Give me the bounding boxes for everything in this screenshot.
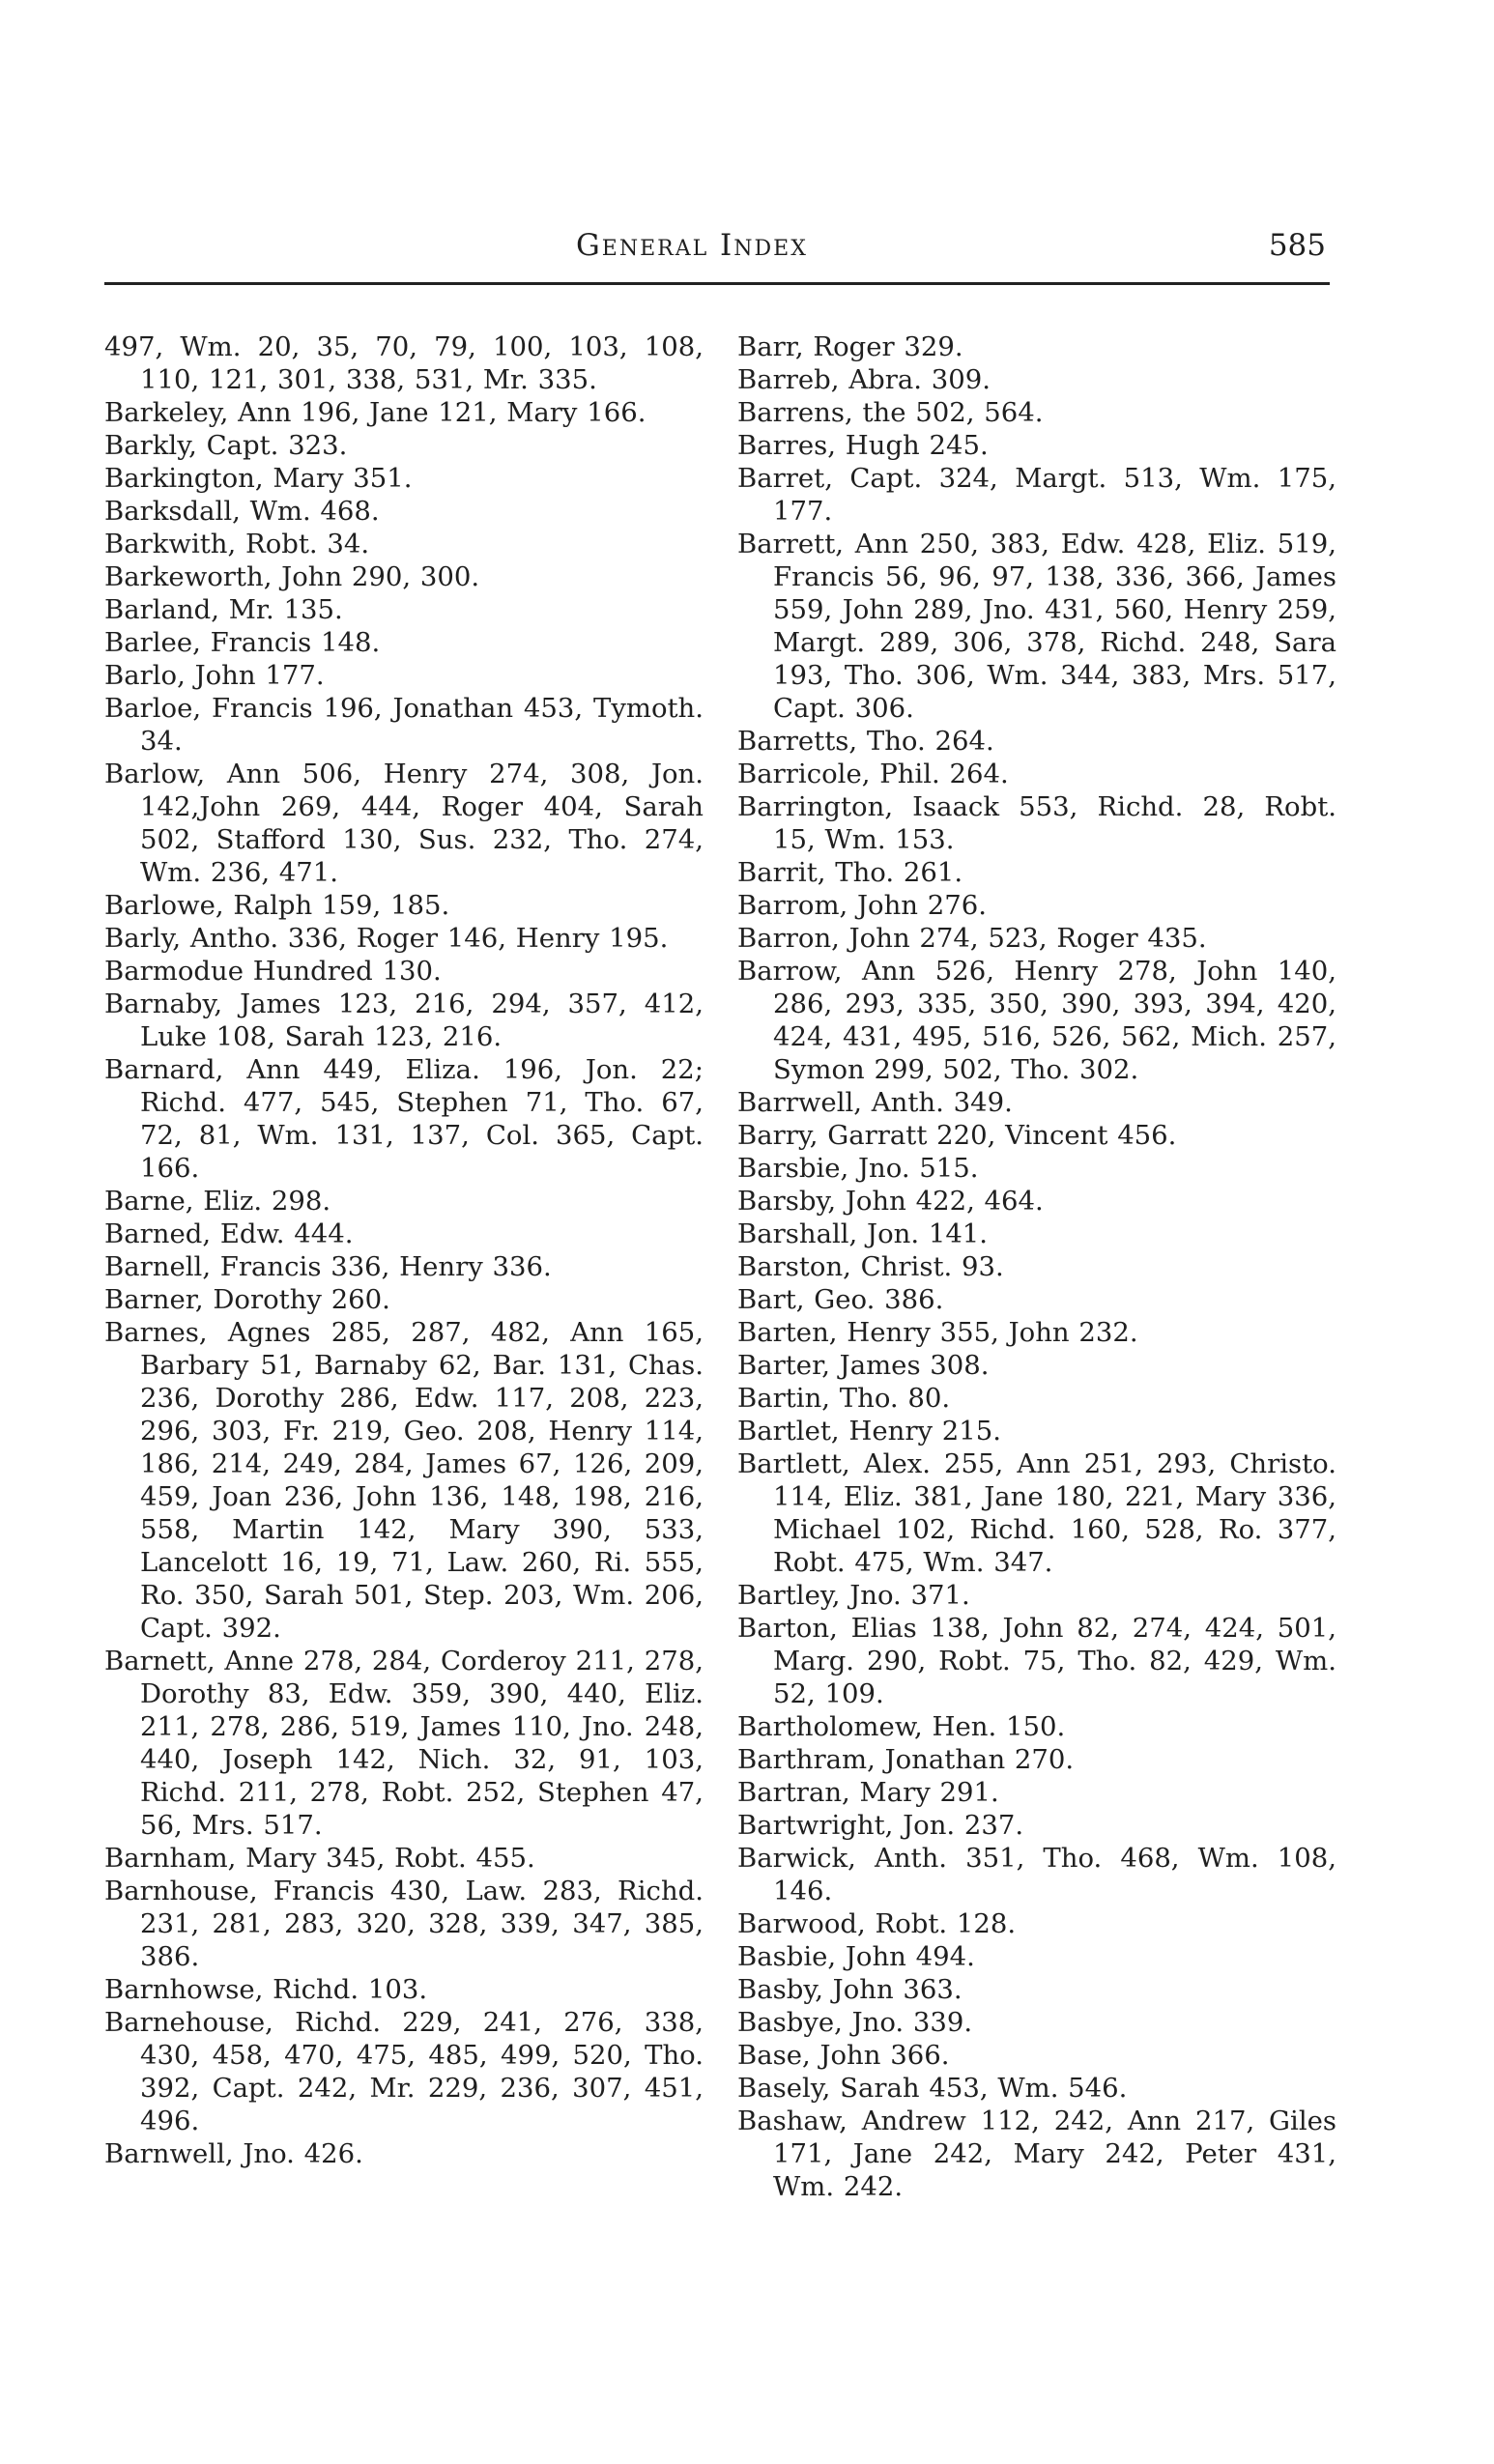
index-entry: Barlo, John 177. [104, 660, 325, 691]
index-entry: Barnehouse, Richd. 229, 241, 276, 338, 430, 458, 470, 475, 485, 499, 520, Tho. 392, Capt. 242, Mr. 229, 236, 307, 451, 496. [104, 2007, 704, 2136]
index-entry: Barshall, Jon. 141. [737, 1218, 989, 1249]
index-entry: Barkwith, Robt. 34. [104, 529, 370, 559]
index-entry: Base, John 366. [737, 2040, 950, 2071]
index-entry: Barlee, Francis 148. [104, 627, 381, 658]
index-entry: Barmodue Hundred 130. [104, 956, 442, 987]
index-entry: Bartley, Jno. 371. [737, 1580, 970, 1611]
index-entry: Barthram, Jonathan 270. [737, 1744, 1075, 1775]
index-entry: Barrom, John 276. [737, 890, 987, 921]
index-entry: Barrow, Ann 526, Henry 278, John 140, 286, 293, 335, 350, 390, 393, 394, 420, 424, 431, 495, 516, 526, 562, Mich. 257, Symon 299, 502, Tho. 302. [737, 956, 1336, 1085]
index-entry: Barnham, Mary 345, Robt. 455. [104, 1843, 535, 1874]
index-entry: Barsby, John 422, 464. [737, 1186, 1044, 1217]
index-entry: Bart, Geo. 386. [737, 1284, 944, 1315]
left-column [104, 330, 704, 2170]
index-entry: Barrett, Ann 250, 383, Edw. 428, Eliz. 519, Francis 56, 96, 97, 138, 336, 366, James 559, John 289, Jno. 431, 560, Henry 259, Margt. 289, 306, 378, Richd. 248, Sara 193, Tho. 306, Wm. 344, 383, Mrs. 517, Capt. 306. [737, 529, 1336, 724]
index-entry: Barry, Garratt 220, Vincent 456. [737, 1120, 1177, 1151]
index-entry: Bartwright, Jon. 237. [737, 1810, 1024, 1841]
page-number: 585 [1268, 228, 1326, 263]
index-entry: Bartlett, Alex. 255, Ann 251, 293, Christo. 114, Eliz. 381, Jane 180, 221, Mary 336, Michael 102, Richd. 160, 528, Ro. 377, Robt. 475, Wm. 347. [737, 1448, 1336, 1578]
index-entry: Barricole, Phil. 264. [737, 759, 1009, 789]
running-title: General Index [576, 228, 808, 263]
index-entry: Barly, Antho. 336, Roger 146, Henry 195. [104, 923, 669, 954]
index-entry: Bartlet, Henry 215. [737, 1416, 1002, 1447]
index-entry: Barnwell, Jno. 426. [104, 2138, 363, 2169]
index-entry: Barnes, Agnes 285, 287, 482, Ann 165, Barbary 51, Barnaby 62, Bar. 131, Chas. 236, Dorothy 286, Edw. 117, 208, 223, 296, 303, Fr. 219, Geo. 208, Henry 114, 186, 214, 249, 284, James 67, 126, 209, 459, Joan 236, John 136, 148, 198, 216, 558, Martin 142, Mary 390, 533, Lancelott 16, 19, 71, Law. 260, Ri. 555, Ro. 350, Sarah 501, Step. 203, Wm. 206, Capt. 392. [104, 1317, 704, 1644]
header-rule [104, 282, 1330, 285]
index-entry: Barrens, the 502, 564. [737, 397, 1044, 428]
index-entry: Barnell, Francis 336, Henry 336. [104, 1251, 552, 1282]
index-entry: Barter, James 308. [737, 1350, 990, 1381]
index-entry: Barne, Eliz. 298. [104, 1186, 331, 1217]
index-entry: Barron, John 274, 523, Roger 435. [737, 923, 1207, 954]
index-entry: Barlow, Ann 506, Henry 274, 308, Jon. 142,John 269, 444, Roger 404, Sarah 502, Stafford 130, Sus. 232, Tho. 274, Wm. 236, 471. [104, 759, 704, 888]
index-entry: Barlowe, Ralph 159, 185. [104, 890, 450, 921]
index-entry: Bartholomew, Hen. 150. [737, 1711, 1066, 1742]
index-entry: Barkeworth, John 290, 300. [104, 561, 480, 592]
index-entry: Barloe, Francis 196, Jonathan 453, Tymoth. 34. [104, 693, 704, 757]
index-entry: Barton, Elias 138, John 82, 274, 424, 501, Marg. 290, Robt. 75, Tho. 82, 429, Wm. 52, 109. [737, 1613, 1336, 1709]
index-entry: Barten, Henry 355, John 232. [737, 1317, 1138, 1348]
index-entry: 497, Wm. 20, 35, 70, 79, 100, 103, 108, 110, 121, 301, 338, 531, Mr. 335. [104, 331, 704, 395]
index-entry: Basely, Sarah 453, Wm. 546. [737, 2073, 1128, 2104]
index-entry: Basbie, John 494. [737, 1941, 975, 1972]
index-entry: Barner, Dorothy 260. [104, 1284, 390, 1315]
index-entry: Barreb, Abra. 309. [737, 364, 991, 395]
index-entry: Barkington, Mary 351. [104, 463, 413, 494]
index-entry: Barwood, Robt. 128. [737, 1908, 1017, 1939]
right-column [737, 330, 1336, 2203]
index-entry: Bashaw, Andrew 112, 242, Ann 217, Giles 171, Jane 242, Mary 242, Peter 431, Wm. 242. [737, 2106, 1336, 2202]
index-entry: Barr, Roger 329. [737, 331, 963, 362]
index-entry: Barnhouse, Francis 430, Law. 283, Richd. 231, 281, 283, 320, 328, 339, 347, 385, 386. [104, 1876, 704, 1972]
index-entry: Barres, Hugh 245. [737, 430, 989, 461]
index-entry: Bartin, Tho. 80. [737, 1383, 951, 1414]
index-entry: Barret, Capt. 324, Margt. 513, Wm. 175, 177. [737, 463, 1336, 527]
index-entry: Barnett, Anne 278, 284, Corderoy 211, 278, Dorothy 83, Edw. 359, 390, 440, Eliz. 211, 278, 286, 519, James 110, Jno. 248, 440, Joseph 142, Nich. 32, 91, 103, Richd. 211, 278, Robt. 252, Stephen 47, 56, Mrs. 517. [104, 1646, 704, 1841]
running-header [104, 228, 1330, 282]
index-entry: Barkeley, Ann 196, Jane 121, Mary 166. [104, 397, 646, 428]
index-entry: Basby, John 363. [737, 1974, 962, 2005]
index-entry: Barned, Edw. 444. [104, 1218, 354, 1249]
index-entry: Bartran, Mary 291. [737, 1777, 999, 1808]
index-entry: Barkly, Capt. 323. [104, 430, 348, 461]
index-entry: Barwick, Anth. 351, Tho. 468, Wm. 108, 146. [737, 1843, 1336, 1906]
index-entry: Barnaby, James 123, 216, 294, 357, 412, Luke 108, Sarah 123, 216. [104, 988, 704, 1052]
index-entry: Barland, Mr. 135. [104, 594, 343, 625]
index-entry: Basbye, Jno. 339. [737, 2007, 973, 2038]
index-entry: Barretts, Tho. 264. [737, 726, 994, 757]
index-entry: Barrington, Isaack 553, Richd. 28, Robt. 15, Wm. 153. [737, 791, 1336, 855]
index-entry: Barrwell, Anth. 349. [737, 1087, 1013, 1118]
index-entry: Barsbie, Jno. 515. [737, 1153, 979, 1184]
index-entry: Barnhowse, Richd. 103. [104, 1974, 428, 2005]
index-entry: Barston, Christ. 93. [737, 1251, 1004, 1282]
index-entry: Barksdall, Wm. 468. [104, 496, 380, 527]
index-entry: Barnard, Ann 449, Eliza. 196, Jon. 22; Richd. 477, 545, Stephen 71, Tho. 67, 72, 81, Wm. 131, 137, Col. 365, Capt. 166. [104, 1054, 704, 1184]
index-entry: Barrit, Tho. 261. [737, 857, 963, 888]
